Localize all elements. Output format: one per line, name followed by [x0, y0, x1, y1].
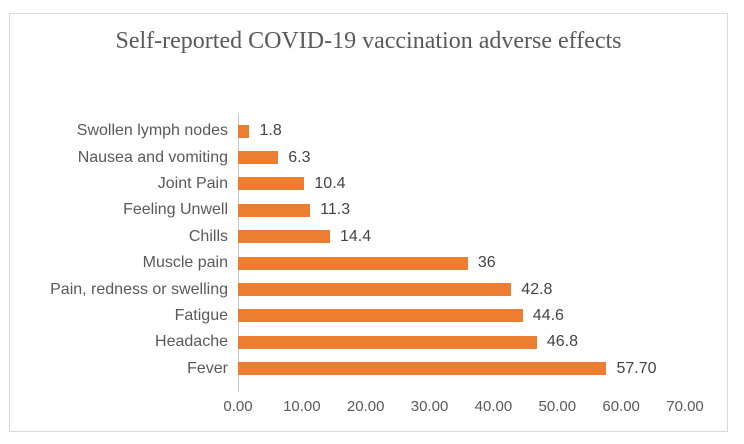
value-label: 11.3 [320, 201, 351, 219]
x-tick-label: 10.00 [283, 398, 321, 415]
bar-track [238, 122, 685, 140]
bar-row [10, 303, 685, 329]
bar-row [10, 144, 685, 170]
bar-track [238, 149, 685, 167]
x-tick-label: 20.00 [346, 398, 385, 415]
data-bar [238, 204, 310, 217]
x-tick-label: 40.00 [474, 398, 513, 415]
bar-track [238, 201, 685, 219]
bar-row [10, 329, 685, 355]
category-label: Headache [155, 333, 228, 351]
bar-row [10, 356, 685, 382]
chart-frame [9, 13, 728, 432]
category-label: Swollen lymph nodes [76, 122, 228, 140]
category-label: Feeling Unwell [123, 201, 228, 219]
bar-row [10, 197, 685, 223]
bar-track [238, 228, 685, 246]
value-label: 14.4 [339, 227, 372, 245]
value-label: 36 [477, 254, 496, 272]
bar-track [238, 254, 685, 272]
category-label: Chills [188, 227, 228, 245]
bar-track [238, 333, 685, 351]
data-bar [238, 177, 304, 190]
category-label: Fatigue [174, 306, 228, 324]
bar-row [10, 250, 685, 276]
data-bar [238, 125, 249, 138]
data-bar [238, 309, 523, 322]
value-label: 10.4 [314, 174, 346, 192]
value-label: 42.8 [521, 280, 553, 298]
category-label: Fever [187, 359, 228, 377]
bar-row [10, 118, 685, 144]
value-label: 6.3 [288, 148, 311, 166]
bar-track [238, 175, 685, 193]
category-label: Pain, redness or swelling [50, 280, 228, 298]
x-axis-tick-labels [223, 398, 704, 418]
value-label: 46.8 [546, 333, 578, 351]
data-bar [238, 283, 511, 296]
data-bar [238, 257, 468, 270]
x-tick-label: 30.00 [410, 398, 449, 415]
value-label: 44.6 [532, 306, 564, 324]
category-label: Nausea and vomiting [77, 148, 228, 166]
x-tick-label: 50.00 [538, 398, 577, 415]
value-label: 57.70 [616, 359, 657, 377]
bar-rows-container [10, 118, 685, 382]
value-label: 1.8 [259, 122, 282, 140]
bar-row [10, 276, 685, 302]
x-tick-label: 70.00 [666, 398, 704, 415]
bar-row [10, 171, 685, 197]
chart-title: Self-reported COVID-19 vaccination adverse effects [115, 28, 622, 54]
category-label: Joint Pain [157, 174, 228, 192]
bar-track [238, 281, 685, 299]
x-tick-label: 60.00 [602, 398, 640, 415]
bar-row [10, 224, 685, 250]
x-tick-label: 0.00 [223, 398, 253, 415]
bar-track [238, 307, 685, 325]
data-bar [238, 230, 330, 243]
data-bar [238, 151, 278, 164]
category-label: Muscle pain [142, 254, 228, 272]
data-bar [238, 336, 537, 349]
data-bar [238, 362, 606, 375]
bar-track [238, 360, 685, 378]
